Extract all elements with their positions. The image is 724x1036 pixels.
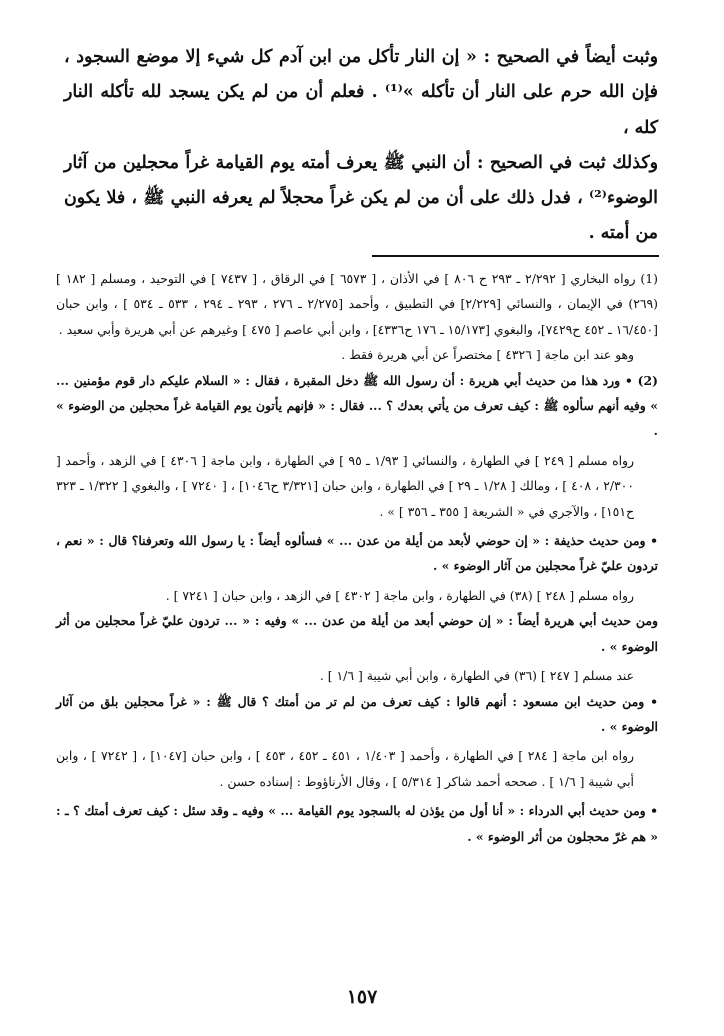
footnote-1 bbox=[56, 266, 658, 368]
footnote-paragraph: رواه مسلم [ ٢٤٨ ] (٣٨) في الطهارة ، وابن ماجة [ ٤٣٠٢ ] في الزهد ، وابن حبان [ ٧٢٤١ ] . bbox=[165, 587, 634, 603]
footnote-paragraph: ومن حديث أبي هريرة أيضاً : « إن حوضي أبعد من أيلة من عدن ... » وفيه : « ... تردون عليّ غراً محجلين من أثر الوضوء » . bbox=[56, 613, 658, 654]
main-paragraph: وكذلك ثبت في الصحيح : أن النبي ﷺ يعرف أمته يوم القيامة غراً محجلين من آثار الوضوء⁽²⁾ ، فدل ذلك على أن من لم يكن غراً محجلاً لم يعرفه النبي ﷺ ، فلا يكون من أمته . bbox=[64, 152, 658, 244]
footnote-paragraph: عند مسلم [ ٢٤٧ ] (٣٦) في الطهارة ، وابن أبي شيبة [ ١/٦ ] . bbox=[319, 668, 634, 684]
footnote-paragraph: وهو عند ابن ماجة [ ٤٣٢٦ ] مختصراً عن أبي هريرة فقط . bbox=[341, 347, 634, 363]
footnote-paragraph: • ومن حديث ابن مسعود : أنهم قالوا : كيف تعرف من لم تر من أمتك ؟ قال ﷺ : « غراً محجلين بلق من آثار الوضوء » . bbox=[56, 693, 658, 734]
footnote-paragraph: • ومن حديث أبي الدرداء : « أنا أول من يؤذن له بالسجود يوم القيامة ... » وفيه ـ وقد سئل : كيف تعرف أمتك ؟ ـ : « هم غرّ محجلون من أثر الوضوء » . bbox=[56, 803, 658, 844]
main-text bbox=[64, 40, 658, 252]
footnote-paragraph: • ومن حديث حذيفة : « إن حوضي لأبعد من أيلة من عدن ... » فسألوه أيضاً : يا رسول الله وتعرفنا؟ قال : « نعم ، تردون عليّ غراً محجلين من آثار الوضوء » . bbox=[56, 533, 658, 574]
page-number: ١٥٧ bbox=[346, 986, 378, 1008]
footnotes bbox=[56, 266, 658, 849]
footnote-paragraph: رواه ابن ماجة [ ٢٨٤ ] في الطهارة ، وأحمد [ ١/٤٠٣ ، ٤٥١ ـ ٤٥٢ ، ٤٥٣ ] ، وابن حبان [١٠٤٧] ، [ ٧٢٤٢ ] ، وابن أبي شيبة [ ١/٦ ] . صححه أحمد شاكر [ ٥/٣١٤ ] ، وقال الأرناؤوط : إسناده حسن . bbox=[56, 748, 634, 789]
footnote-2 bbox=[56, 368, 658, 849]
footnote-separator bbox=[372, 255, 659, 257]
main-paragraph: وثبت أيضاً في الصحيح : « إن النار تأكل من ابن آدم كل شيء إلا موضع السجود ، فإن الله حرم على النار أن تأكله »⁽¹⁾ . فعلم أن من لم يكن يسجد لله تأكله النار كله ، bbox=[64, 47, 658, 138]
footnote-paragraph: (1) رواه البخاري [ ٢/٢٩٢ ـ ٢٩٣ ح ٨٠٦ ] في الأذان ، [ ٦٥٧٣ ] في الرقاق ، [ ٧٤٣٧ ] في التوحيد ، ومسلم [ ١٨٢ ] (٢٦٩) في الإيمان ، والنسائي [٢/٢٢٩] في التطبيق ، وأحمد [٢/٢٧٥ ـ ٢٧٦ ، ٢٩٣ ـ ٢٩٤ ، ٥٣٣ ـ ٥٣٤ ] ، وابن حبان [١٦/٤٥٠ ـ ٤٥٢ ح٧٤٢٩]، والبغوي [١٥/١٧٣ ـ ١٧٦ ح٤٣٣٦] ، وابن أبي عاصم [ ٤٧٥ ] وغيرهم عن أبي هريرة وأبي سعيد . bbox=[56, 271, 658, 337]
footnote-paragraph: (2) • ورد هذا من حديث أبي هريرة : أن رسول الله ﷺ دخل المقبرة ، فقال : « السلام عليكم دار قوم مؤمنين ... » وفيه أنهم سألوه ﷺ : كيف تعرف من يأتي بعدك ؟ ... فقال : « فإنهم يأتون يوم القيامة غراً محجلين من الوضوء » . bbox=[56, 372, 658, 439]
footnote-paragraph: رواه مسلم [ ٢٤٩ ] في الطهارة ، والنسائي [ ١/٩٣ ـ ٩٥ ] في الطهارة ، وابن ماجة [ ٤٣٠٦ ] في الزهد ، وأحمد [ ٢/٣٠٠ ، ٤٠٨ ] ، ومالك [ ١/٢٨ ـ ٢٩ ] في الطهارة ، وابن حبان [٣/٣٢١ ح١٠٤٦] ، [ ٧٢٤٠ ] ، والبغوي [ ١/٣٢٢ ـ ٣٢٣ ح١٥١] ، والآجري في « الشريعة [ ٣٥٥ ـ ٣٥٦ ] » . bbox=[56, 452, 634, 519]
